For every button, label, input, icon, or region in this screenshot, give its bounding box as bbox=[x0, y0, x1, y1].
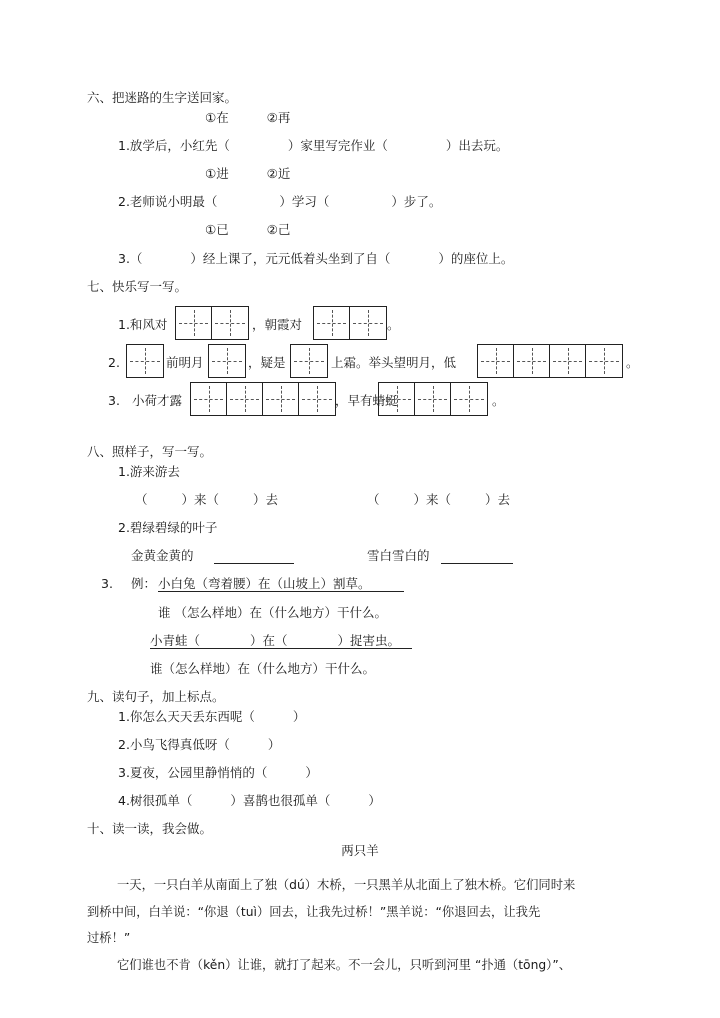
section-7-heading: 七、快乐写一写。 bbox=[87, 279, 188, 294]
question-6-1: 1.放学后，小红先（ ）家里写完作业（ ）出去玩。 bbox=[118, 138, 509, 153]
question-8-2: 2.碧绿碧绿的叶子 bbox=[118, 520, 218, 535]
fill-8-3: 小青蛙（ ）在（ ）捉害虫。 bbox=[150, 633, 400, 648]
story-paragraph-1-line-2: 到桥中间，白羊说：“你退（tuì）回去，让我先过桥！”黑羊说：“你退回去，让我先 bbox=[87, 905, 541, 919]
writing-grid-6[interactable] bbox=[477, 344, 623, 378]
writing-grid-3[interactable] bbox=[126, 344, 164, 378]
example-underline bbox=[158, 591, 404, 592]
writing-grid-7[interactable] bbox=[190, 382, 336, 416]
row2-text-b: ，疑是 bbox=[248, 355, 286, 370]
question-9-4: 4.树很孤单（ ）喜鹊也很孤单（ ） bbox=[118, 793, 381, 808]
blank-line-2[interactable] bbox=[441, 563, 513, 564]
writing-grid-8[interactable] bbox=[378, 382, 488, 416]
writing-grid-1[interactable] bbox=[175, 306, 249, 340]
fill-8-3-underline bbox=[150, 648, 412, 649]
section-10-heading: 十、读一读，我会做。 bbox=[87, 821, 213, 836]
row2-text-d: 。 bbox=[626, 355, 639, 370]
row3-text-a: 小荷才露 bbox=[132, 393, 183, 408]
options-line-2: ①进 ②近 bbox=[205, 166, 291, 181]
example-sentence: 小白兔（弯着腰）在（山坡上）割草。 bbox=[158, 576, 371, 591]
row2-text-c: 上霜。举头望明月，低 bbox=[331, 355, 457, 370]
section-9-heading: 九、读句子，加上标点。 bbox=[87, 689, 225, 704]
section-8-heading: 八、照样子，写一写。 bbox=[87, 444, 213, 459]
question-8-3-num: 3. bbox=[101, 576, 113, 591]
story-paragraph-1-line-1: 一天，一只白羊从南面上了独（dú）木桥，一只黑羊从北面上了独木桥。它们同时来 bbox=[117, 878, 576, 892]
row1-text-b: ，朝霞对 bbox=[252, 317, 303, 332]
row2-num: 2. bbox=[108, 355, 120, 370]
row1-text-c: 。 bbox=[387, 317, 400, 332]
example-8-1a: （ ）来（ ）去 bbox=[135, 492, 278, 507]
options-line-3: ①已 ②己 bbox=[205, 222, 291, 237]
fill-8-2a: 金黄金黄的 bbox=[131, 548, 194, 563]
question-9-1: 1.你怎么天天丢东西呢（ ） bbox=[118, 709, 306, 724]
row2-text-a: 前明月 bbox=[166, 355, 204, 370]
story-paragraph-2-line-1: 它们谁也不肯（kěn）让谁，就打了起来。不一会儿，只听到河里 “扑通（tōng）”、 bbox=[117, 958, 571, 972]
row3-text-b: ，早有蜻蜓 bbox=[335, 393, 398, 408]
example-8-1b: （ ）来（ ）去 bbox=[367, 492, 510, 507]
writing-grid-5[interactable] bbox=[290, 344, 328, 378]
story-paragraph-1-line-3: 过桥！” bbox=[87, 931, 131, 945]
question-8-1: 1.游来游去 bbox=[118, 464, 180, 479]
example-label: 例： bbox=[131, 576, 157, 591]
row1-text-a: 1.和风对 bbox=[118, 317, 168, 332]
question-6-2: 2.老师说小明最（ ）学习（ ）步了。 bbox=[118, 194, 442, 209]
fill-8-2b: 雪白雪白的 bbox=[367, 548, 430, 563]
question-6-3: 3.（ ）经上课了，元元低着头坐到了自（ ）的座位上。 bbox=[118, 251, 514, 266]
writing-grid-4[interactable] bbox=[208, 344, 246, 378]
row3-text-c: 。 bbox=[492, 393, 505, 408]
row3-num: 3. bbox=[108, 393, 120, 408]
blank-line-1[interactable] bbox=[214, 563, 294, 564]
question-9-3: 3.夏夜，公园里静悄悄的（ ） bbox=[118, 765, 318, 780]
section-6-heading: 六、把迷路的生字送回家。 bbox=[87, 90, 238, 105]
options-line-1: ①在 ②再 bbox=[205, 110, 291, 125]
pattern-line-1: 谁 （怎么样地）在（什么地方）干什么。 bbox=[158, 605, 387, 620]
pattern-line-2: 谁（怎么样地）在（什么地方）干什么。 bbox=[150, 661, 376, 676]
question-9-2: 2.小鸟飞得真低呀（ ） bbox=[118, 737, 281, 752]
writing-grid-2[interactable] bbox=[313, 306, 387, 340]
story-title: 两只羊 bbox=[341, 843, 379, 858]
